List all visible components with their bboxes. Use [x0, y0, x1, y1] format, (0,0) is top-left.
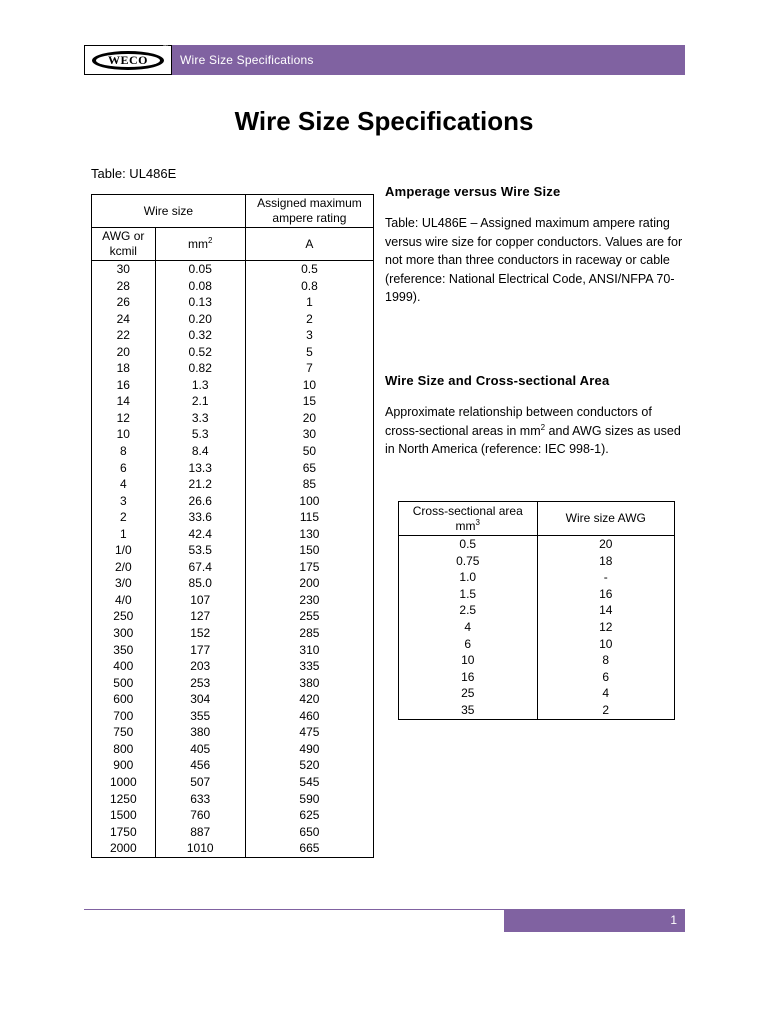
cell-mm2: 177	[155, 642, 245, 659]
table-row	[92, 675, 374, 692]
table-row	[92, 791, 374, 808]
cell-awg: 1500	[92, 807, 156, 824]
table-row	[92, 542, 374, 559]
table-row	[92, 377, 374, 394]
cell-mm2: 13.3	[155, 460, 245, 477]
table-row	[92, 278, 374, 295]
cell-mm2: 85.0	[155, 575, 245, 592]
table-row	[92, 840, 374, 857]
table-row	[92, 824, 374, 841]
cell-ampere: 130	[245, 526, 373, 543]
cell-mm2: 2.1	[155, 393, 245, 410]
cell-ampere: 335	[245, 658, 373, 675]
cell-ampere: 310	[245, 642, 373, 659]
table-row	[92, 559, 374, 576]
table-row	[92, 426, 374, 443]
table-row	[92, 311, 374, 328]
cell-ampere: 7	[245, 360, 373, 377]
cell-awg: 800	[92, 741, 156, 758]
cell-mm2: 355	[155, 708, 245, 725]
cell-area: 0.75	[399, 553, 538, 570]
table-row	[92, 575, 374, 592]
table-row	[399, 669, 675, 686]
cell-awg: 6	[92, 460, 156, 477]
cell-mm2: 633	[155, 791, 245, 808]
cell-area: 16	[399, 669, 538, 686]
cell-area: 10	[399, 652, 538, 669]
cell-awg: 300	[92, 625, 156, 642]
cell-ampere: 65	[245, 460, 373, 477]
table-row	[399, 602, 675, 619]
weco-logo	[84, 45, 172, 75]
cell-awg: 30	[92, 261, 156, 278]
table-row	[92, 592, 374, 609]
cell-ampere: 50	[245, 443, 373, 460]
ampere-rating-table	[91, 194, 374, 858]
cell-area: 25	[399, 685, 538, 702]
cell-ampere: 85	[245, 476, 373, 493]
cell-awg: 20	[92, 344, 156, 361]
cell-mm2: 507	[155, 774, 245, 791]
cell-ampere: 230	[245, 592, 373, 609]
section-text-cross-section	[385, 403, 685, 459]
cell-ampere: 175	[245, 559, 373, 576]
cell-ampere: 545	[245, 774, 373, 791]
cell-mm2: 127	[155, 608, 245, 625]
cell-ampere: 380	[245, 675, 373, 692]
cell-mm2: 304	[155, 691, 245, 708]
table-row	[399, 619, 675, 636]
cell-awg: 750	[92, 724, 156, 741]
cell-area: 6	[399, 636, 538, 653]
table-row	[92, 691, 374, 708]
cell-awg: 14	[92, 393, 156, 410]
cell-ampere: 650	[245, 824, 373, 841]
header-area-text: Cross-sectional area mm	[412, 503, 523, 533]
table-caption: Table: UL486E	[91, 166, 177, 181]
cell-ampere: 30	[245, 426, 373, 443]
header-wire-size: Wire size	[92, 195, 246, 228]
cell-mm2: 405	[155, 741, 245, 758]
table-row	[92, 460, 374, 477]
cell-awg: 22	[92, 327, 156, 344]
cell-ampere: 200	[245, 575, 373, 592]
cell-ampere: 625	[245, 807, 373, 824]
cell-area: 35	[399, 702, 538, 719]
cell-ampere: 255	[245, 608, 373, 625]
table-row	[92, 344, 374, 361]
cell-ampere: 460	[245, 708, 373, 725]
registered-mark: ®	[163, 43, 169, 50]
cell-ampere: 0.5	[245, 261, 373, 278]
table-row	[92, 410, 374, 427]
cell-ampere: 15	[245, 393, 373, 410]
cell-mm2: 380	[155, 724, 245, 741]
table-row	[92, 509, 374, 526]
cell-mm2: 0.20	[155, 311, 245, 328]
cell-mm2: 0.82	[155, 360, 245, 377]
cell-area: 1.5	[399, 586, 538, 603]
subheader-mm-text: mm	[188, 236, 208, 251]
table-row	[399, 569, 675, 586]
subheader-mm	[155, 228, 245, 261]
cell-ampere: 5	[245, 344, 373, 361]
table-row	[92, 774, 374, 791]
cell-awg: 1750	[92, 824, 156, 841]
cell-mm2: 152	[155, 625, 245, 642]
cell-mm2: 107	[155, 592, 245, 609]
table-row	[92, 327, 374, 344]
cell-awg: 12	[537, 619, 674, 636]
cell-awg: 1/0	[92, 542, 156, 559]
cell-awg: 16	[92, 377, 156, 394]
cell-awg: 250	[92, 608, 156, 625]
table-row	[399, 586, 675, 603]
cell-awg: 1	[92, 526, 156, 543]
cell-ampere: 100	[245, 493, 373, 510]
cell-awg: 2	[92, 509, 156, 526]
cell-mm2: 26.6	[155, 493, 245, 510]
table-row	[92, 658, 374, 675]
cell-mm2: 253	[155, 675, 245, 692]
cell-ampere: 665	[245, 840, 373, 857]
cell-awg: 24	[92, 311, 156, 328]
cell-mm2: 42.4	[155, 526, 245, 543]
table-row	[92, 741, 374, 758]
table-row	[399, 536, 675, 553]
header-ampere-rating: Assigned maximum ampere rating	[245, 195, 373, 228]
cell-mm2: 67.4	[155, 559, 245, 576]
table-row	[92, 724, 374, 741]
table-row	[399, 685, 675, 702]
cell-mm2: 203	[155, 658, 245, 675]
table-row	[399, 652, 675, 669]
cell-ampere: 10	[245, 377, 373, 394]
header-title: Wire Size Specifications	[180, 53, 314, 67]
cell-awg: 350	[92, 642, 156, 659]
cell-awg: 3	[92, 493, 156, 510]
cell-ampere: 115	[245, 509, 373, 526]
cell-ampere: 150	[245, 542, 373, 559]
cell-awg: 10	[537, 636, 674, 653]
cross-section-table-body	[399, 536, 675, 720]
table-row	[92, 608, 374, 625]
cell-ampere: 1	[245, 294, 373, 311]
cell-mm2: 0.08	[155, 278, 245, 295]
ampere-table-body	[92, 261, 374, 858]
cell-mm2: 53.5	[155, 542, 245, 559]
cell-mm2: 1010	[155, 840, 245, 857]
cell-mm2: 0.05	[155, 261, 245, 278]
section-heading-cross-section: Wire Size and Cross-sectional Area	[385, 373, 610, 388]
table-row	[399, 553, 675, 570]
cell-area: 4	[399, 619, 538, 636]
cell-ampere: 2	[245, 311, 373, 328]
table-row	[92, 757, 374, 774]
cell-ampere: 520	[245, 757, 373, 774]
cell-awg: 3/0	[92, 575, 156, 592]
cell-ampere: 20	[245, 410, 373, 427]
cell-area: 0.5	[399, 536, 538, 553]
cell-mm2: 1.3	[155, 377, 245, 394]
cell-mm2: 887	[155, 824, 245, 841]
logo-text: WECO	[96, 54, 160, 67]
table-row	[92, 526, 374, 543]
cell-awg: 12	[92, 410, 156, 427]
cell-awg: 700	[92, 708, 156, 725]
cell-awg: 28	[92, 278, 156, 295]
cell-mm2: 0.52	[155, 344, 245, 361]
cell-ampere: 285	[245, 625, 373, 642]
table-row	[92, 261, 374, 278]
cell-ampere: 490	[245, 741, 373, 758]
cell-mm2: 0.32	[155, 327, 245, 344]
section-text-part1: Approximate relationship between conductors of cross-sectional areas in mm	[385, 405, 652, 438]
cell-mm2: 456	[155, 757, 245, 774]
cell-ampere: 3	[245, 327, 373, 344]
subheader-awg-text: AWG or kcmil	[102, 229, 145, 258]
page-number: 1	[670, 913, 677, 927]
cell-awg: 20	[537, 536, 674, 553]
cell-awg: 400	[92, 658, 156, 675]
cell-awg: 2000	[92, 840, 156, 857]
cell-mm2: 21.2	[155, 476, 245, 493]
cell-mm2: 5.3	[155, 426, 245, 443]
cell-awg: 26	[92, 294, 156, 311]
header-bar	[84, 45, 685, 75]
subheader-amp: A	[245, 228, 373, 261]
table-row	[399, 636, 675, 653]
cell-awg: 1000	[92, 774, 156, 791]
footer-bar	[504, 909, 685, 932]
cell-awg: 2	[537, 702, 674, 719]
cell-mm2: 8.4	[155, 443, 245, 460]
cell-awg: 8	[92, 443, 156, 460]
section-text-sup: 2	[540, 422, 546, 432]
section-text-part2: and AWG sizes as used in North America (reference: IEC 998-1).	[385, 423, 681, 456]
page-title: Wire Size Specifications	[234, 106, 534, 136]
table-row	[92, 625, 374, 642]
table-row	[92, 393, 374, 410]
table-row	[92, 360, 374, 377]
cell-awg: 2/0	[92, 559, 156, 576]
subheader-mm-sup: 2	[208, 235, 213, 245]
cell-awg: 4/0	[92, 592, 156, 609]
header-wire-size-awg: Wire size AWG	[537, 502, 674, 536]
cell-awg: 4	[92, 476, 156, 493]
cell-awg: 18	[537, 553, 674, 570]
cell-ampere: 0.8	[245, 278, 373, 295]
cell-awg: 14	[537, 602, 674, 619]
cell-awg: 600	[92, 691, 156, 708]
cell-awg: 16	[537, 586, 674, 603]
table-row	[92, 476, 374, 493]
cell-awg: -	[537, 569, 674, 586]
table-row	[399, 702, 675, 719]
cell-ampere: 475	[245, 724, 373, 741]
cell-ampere: 590	[245, 791, 373, 808]
logo-oval	[92, 51, 164, 70]
header-area-sup: 3	[475, 517, 480, 527]
table-row	[92, 642, 374, 659]
cell-mm2: 33.6	[155, 509, 245, 526]
cross-section-table	[398, 501, 675, 720]
cell-awg: 6	[537, 669, 674, 686]
cell-awg: 500	[92, 675, 156, 692]
cell-awg: 900	[92, 757, 156, 774]
section-heading-amperage: Amperage versus Wire Size	[385, 184, 561, 199]
cell-awg: 1250	[92, 791, 156, 808]
cell-awg: 8	[537, 652, 674, 669]
table-row	[92, 294, 374, 311]
cell-mm2: 0.13	[155, 294, 245, 311]
cell-awg: 4	[537, 685, 674, 702]
header-cross-sectional-area	[399, 502, 538, 536]
cell-awg: 10	[92, 426, 156, 443]
cell-awg: 18	[92, 360, 156, 377]
section-text-amperage: Table: UL486E – Assigned maximum ampere rating versus wire size for copper conductors. Values are for not more than three conductors in raceway or cable (reference: National Electrical Code, ANSI/NFPA 70-1999).	[385, 216, 683, 304]
table-row	[92, 807, 374, 824]
cell-mm2: 3.3	[155, 410, 245, 427]
table-row	[92, 708, 374, 725]
cell-area: 1.0	[399, 569, 538, 586]
cell-ampere: 420	[245, 691, 373, 708]
subheader-awg	[92, 228, 156, 261]
table-row	[92, 493, 374, 510]
table-row	[92, 443, 374, 460]
cell-area: 2.5	[399, 602, 538, 619]
cell-mm2: 760	[155, 807, 245, 824]
